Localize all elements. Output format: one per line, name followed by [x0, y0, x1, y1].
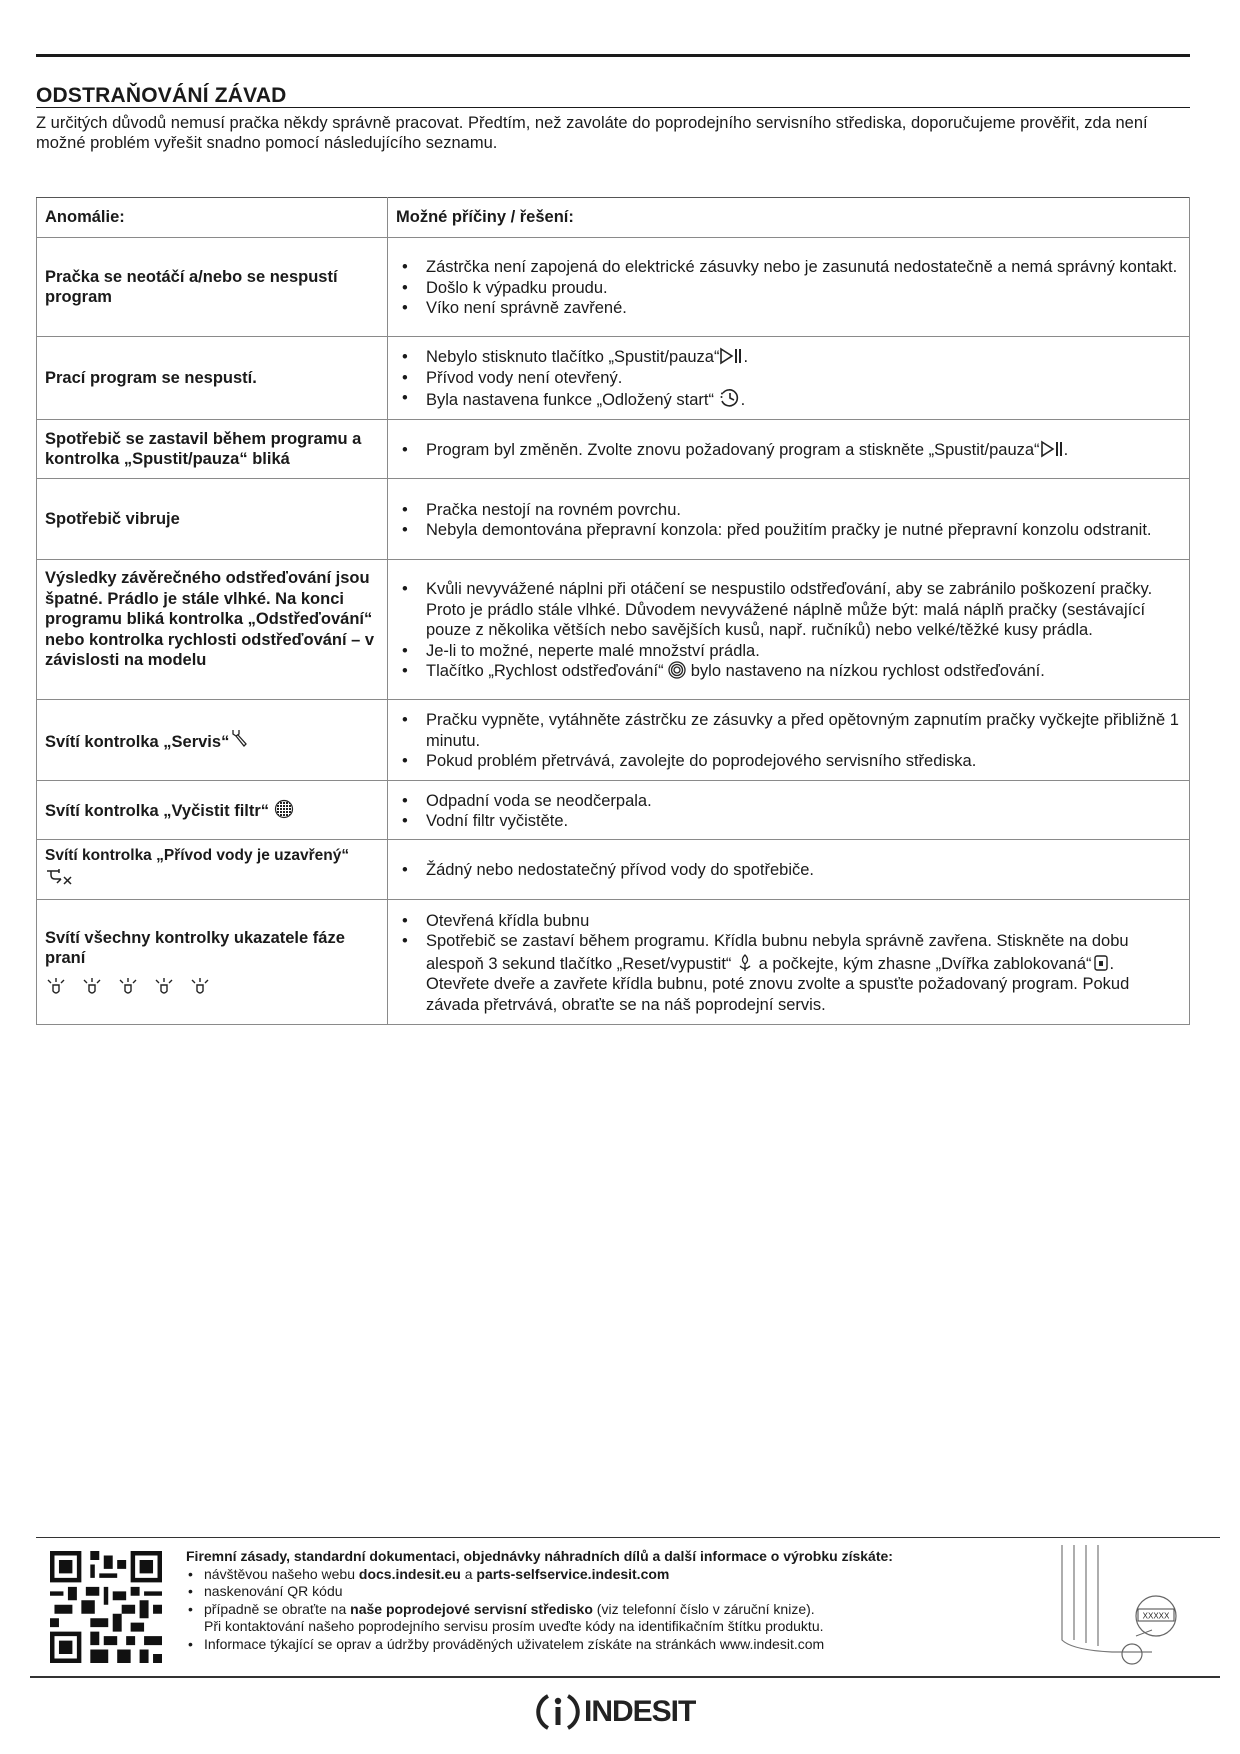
table-header-row	[37, 198, 1190, 238]
causes-cell	[388, 479, 1190, 560]
intro-text: Z určitých důvodů nemusí pračka někdy správně pracovat. Předtím, než zavoláte do poprodejního servisního střediska, doporučujeme prověřit, zda není možné problém vyřešit snadno pomocí následujícího seznamu.	[36, 114, 1148, 152]
anomaly-cell: Svítí kontrolka „Vyčistit filtr“	[37, 781, 388, 840]
footer-bullet: • návštěvou našeho webu docs.indesit.eu a parts-selfservice.indesit.com	[186, 1566, 1046, 1584]
top-rule	[36, 54, 1190, 57]
filter-icon	[274, 799, 294, 819]
col-anomaly-header: Anomálie:	[37, 198, 388, 238]
anomaly-cell: Spotřebič se zastavil během programu a kontrolka „Spustit/pauza“ bliká	[37, 420, 388, 479]
cause-item: • Odpadní voda se neodčerpala.	[396, 791, 1181, 812]
footer-bottom-rule	[30, 1676, 1220, 1678]
causes-cell	[388, 560, 1190, 700]
cause-item: • Tlačítko „Rychlost odstřeďování“ bylo nastaveno na nízkou rychlost odstřeďování.	[396, 661, 1181, 682]
cause-item: • Došlo k výpadku proudu.	[396, 278, 1181, 299]
cause-item: • Otevřená křídla bubnu	[396, 911, 1181, 932]
anomaly-cell: Pračka se neotáčí a/nebo se nespustí program	[37, 238, 388, 337]
door-lock-icon	[1092, 952, 1110, 972]
phase-indicator-icons	[45, 977, 379, 997]
cause-item: • Vodní filtr vyčistěte.	[396, 811, 1181, 832]
cause-item: • Pračka nestojí na rovném povrchu.	[396, 500, 1181, 521]
water-tap-icon	[45, 867, 73, 887]
causes-cell	[388, 840, 1190, 900]
wrench-icon	[229, 728, 249, 750]
table-row	[37, 840, 1190, 900]
brand-logo	[536, 1690, 695, 1734]
page-title: ODSTRAŇOVÁNÍ ZÁVAD	[36, 84, 287, 107]
delay-start-icon	[719, 388, 741, 408]
causes-cell	[388, 337, 1190, 420]
table-row	[37, 479, 1190, 560]
anomaly-cell: Spotřebič vibruje	[37, 479, 388, 560]
col-causes-header: Možné příčiny / řešení:	[388, 198, 1190, 238]
table-row	[37, 560, 1190, 700]
start-pause-icon	[1040, 440, 1064, 458]
brand-name: INDESIT	[584, 1695, 696, 1728]
qr-code	[50, 1551, 162, 1663]
indicator-light-icon	[117, 977, 139, 997]
footer-bullet: • naskenování QR kódu	[186, 1583, 1046, 1601]
causes-cell	[388, 781, 1190, 840]
footer-heading: Firemní zásady, standardní dokumentaci, objednávky náhradních dílů a další informace o výrobku získáte:	[186, 1548, 893, 1564]
cause-item: • Byla nastavena funkce „Odložený start“ .	[396, 388, 1181, 411]
cause-item: • Je-li to možné, neperte malé množství prádla.	[396, 641, 1181, 662]
cause-item: • Nebylo stisknuto tlačítko „Spustit/pauza“ .	[396, 347, 1181, 368]
indicator-light-icon	[81, 977, 103, 997]
table-row	[37, 781, 1190, 840]
title-underline	[36, 107, 1190, 108]
cause-item: • Zástrčka není zapojená do elektrické zásuvky nebo je zasunutá nedostatečně a nemá správný kontakt.	[396, 257, 1181, 278]
table-row	[37, 900, 1190, 1025]
footer-info	[186, 1548, 1046, 1653]
spin-speed-icon	[668, 661, 686, 679]
cause-item: • Pokud problém přetrvává, zavolejte do poprodejového servisního střediska.	[396, 751, 1181, 772]
anomaly-cell: Výsledky závěrečného odstřeďování jsou špatné. Prádlo je stále vlhké. Na konci programu bliká kontrolka „Odstřeďování“ nebo kontrolka rychlosti odstřeďování – v závislosti na modelu	[37, 560, 388, 700]
anomaly-cell: Prací program se nespustí.	[37, 337, 388, 420]
cause-item: • Program byl změněn. Zvolte znovu požadovaný program a stiskněte „Spustit/pauza“ .	[396, 440, 1181, 461]
indicator-light-icon	[45, 977, 67, 997]
anomaly-cell: Svítí kontrolka „Přívod vody je uzavřený“	[37, 840, 388, 900]
causes-cell	[388, 420, 1190, 479]
footer-bullet: • případně se obraťte na naše poprodejové servisní středisko (viz telefonní číslo v záruční knize). Při kontaktování našeho poprodejního servisu prosím uveďte kódy na identifikačním štítku produktu.	[186, 1601, 1046, 1636]
causes-cell	[388, 900, 1190, 1025]
table-row	[37, 700, 1190, 781]
cause-item: • Víko není správně zavřené.	[396, 298, 1181, 319]
causes-cell	[388, 238, 1190, 337]
anomaly-cell: Svítí všechny kontrolky ukazatele fáze praní	[37, 900, 388, 1025]
indicator-light-icon	[153, 977, 175, 997]
cause-item: • Přívod vody není otevřený.	[396, 368, 1181, 389]
anomaly-cell: Svítí kontrolka „Servis“	[37, 700, 388, 781]
cause-item: • Pračku vypněte, vytáhněte zástrčku ze zásuvky a před opětovným zapnutím pračky vyčkejte přibližně 1 minutu.	[396, 710, 1181, 751]
indicator-light-icon	[189, 977, 211, 997]
table-row	[37, 420, 1190, 479]
footer-bullet: • Informace týkající se oprav a údržby prováděných uživatelem získáte na stránkách www.indesit.com	[186, 1636, 1046, 1654]
footer-rule	[36, 1537, 1220, 1538]
table-row	[37, 337, 1190, 420]
start-pause-icon	[719, 347, 743, 365]
appliance-label-illustration	[1052, 1540, 1194, 1665]
cause-item: • Kvůli nevyvážené náplni při otáčení se nespustilo odstřeďování, aby se zabránilo poškození pračky. Proto je prádlo stále vlhké. Důvodem nevyvážené náplně může být: malá náplň pračky (sestávající pouze z několika větších nebo savějších kusů, např. ručníků) nebo velké/těžké kusy prádla.	[396, 579, 1181, 641]
indesit-logo-icon	[536, 1690, 580, 1734]
troubleshooting-table	[36, 197, 1190, 1025]
cause-item: • Žádný nebo nedostatečný přívod vody do spotřebiče.	[396, 860, 1181, 881]
reset-drain-icon	[736, 952, 754, 972]
cause-item: • Spotřebič se zastaví během programu. Křídla bubnu nebyla správně zavřena. Stiskněte na dobu alespoň 3 sekund tlačítko „Reset/vypustit“ a počkejte, kým zhasne „Dvířka zablokovaná“ . Otevřete dveře a zavřete křídla bubnu, poté znovu zvolte a spusťte požadovaný program. Pokud závada přetrvává, obraťte se na náš poprodejní servis.	[396, 931, 1181, 1015]
label-code: XXXXX	[1142, 1611, 1170, 1621]
cause-item: • Nebyla demontována přepravní konzola: před použitím pračky je nutné přepravní konzolu odstranit.	[396, 520, 1181, 541]
table-row	[37, 238, 1190, 337]
causes-cell	[388, 700, 1190, 781]
